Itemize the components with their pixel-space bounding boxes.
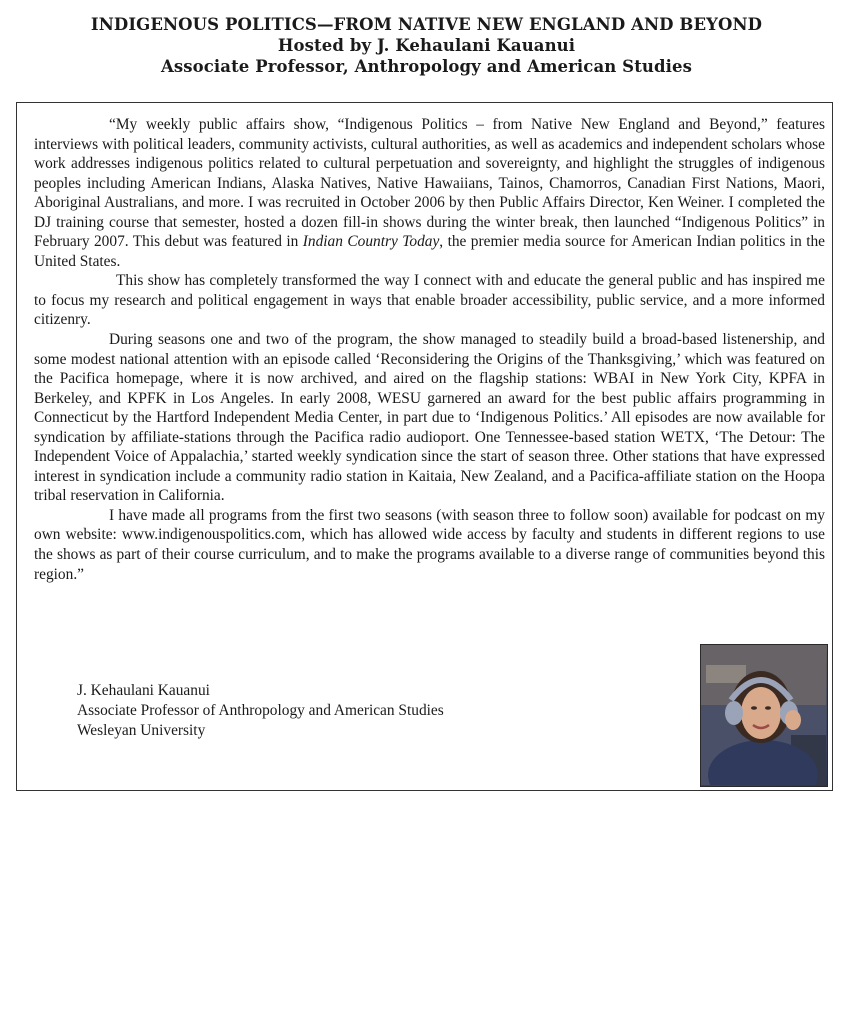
paragraph-1-text-a: “My weekly public affairs show, “Indigenous Politics – from Native New England and Beyond,” features interviews with political leaders, community activists, cultural authorities, as well as academics and independent scholars whose work addresses indigenous politics related to cultural perpetuation and sovereignty, and highlight the struggles of indigenous peoples including American Indians, Alaska Natives, Native Hawaiians, Tainos, Chamorros, Canadian First Nations, Maori, Aboriginal Australians, and more. I was recruited in October 2006 by then Public Affairs Director, Ken Weiner. I completed the DJ training course that semester, hosted a dozen fill-in shows during the winter break, then launched “Indigenous Politics” in February 2007. This debut was featured in <box>34 116 825 251</box>
paragraph-3: During seasons one and two of the program, the show managed to steadily build a broad-based listenership, and some modest national attention with an episode called ‘Reconsidering the Origins of the Thanksgiving,’ which was featured on the Pacifica homepage, where it is now archived, and aired on the flagship stations: WBAI in New York City, KPFA in Berkeley, and KPFK in Los Angeles. In early 2008, WESU garnered an award for the best public affairs programming in Connecticut by the Hartford Independent Media Center, in part due to ‘Indigenous Politics.’ All episodes are now available for syndication by affiliate-stations through the Pacifica radio audioport. One Tennessee-based station WETX, ‘The Detour: The Independent Voice of Appalachia,’ started weekly syndication since the start of season three. Other stations that have expressed interest in syndication include a community radio station in Kaitaia, New Zealand, and a Pacifica-affiliate station on the Hoopa tribal reservation in California. <box>34 331 825 505</box>
host-portrait-illustration <box>701 645 826 785</box>
document-header <box>0 14 853 77</box>
signature-title: Associate Professor of Anthropology and American Studies <box>77 702 444 719</box>
signature-institution: Wesleyan University <box>77 722 206 739</box>
paragraph-4: I have made all programs from the first two seasons (with season three to follow soon) available for podcast on my own website: www.indigenouspolitics.com, which has allowed wide access by faculty and students in different regions to use the shows as part of their course curriculum, and to make the programs available to a diverse range of communities beyond this region.” <box>34 506 825 583</box>
testimonial-box <box>16 102 833 791</box>
header-affiliation: Associate Professor, Anthropology and American Studies <box>160 57 692 76</box>
testimonial-body <box>34 115 825 584</box>
header-title: INDIGENOUS POLITICS—FROM NATIVE NEW ENGLAND AND BEYOND <box>90 15 763 34</box>
paragraph-2: This show has completely transformed the way I connect with and educate the general public and has inspired me to focus my research and political engagement in ways that enable broader accessibility, public service, and a more informed citizenry. <box>34 272 825 329</box>
paragraph-1-text-b: , the premier media source for American Indian politics in the United States. <box>34 233 825 270</box>
signature-block <box>77 681 444 741</box>
signature-name: J. Kehaulani Kauanui <box>77 682 210 699</box>
host-photo <box>700 644 828 787</box>
publication-title: Indian Country Today <box>302 233 440 251</box>
header-host: Hosted by J. Kehaulani Kauanui <box>277 36 576 55</box>
paragraph-1 <box>34 115 825 271</box>
